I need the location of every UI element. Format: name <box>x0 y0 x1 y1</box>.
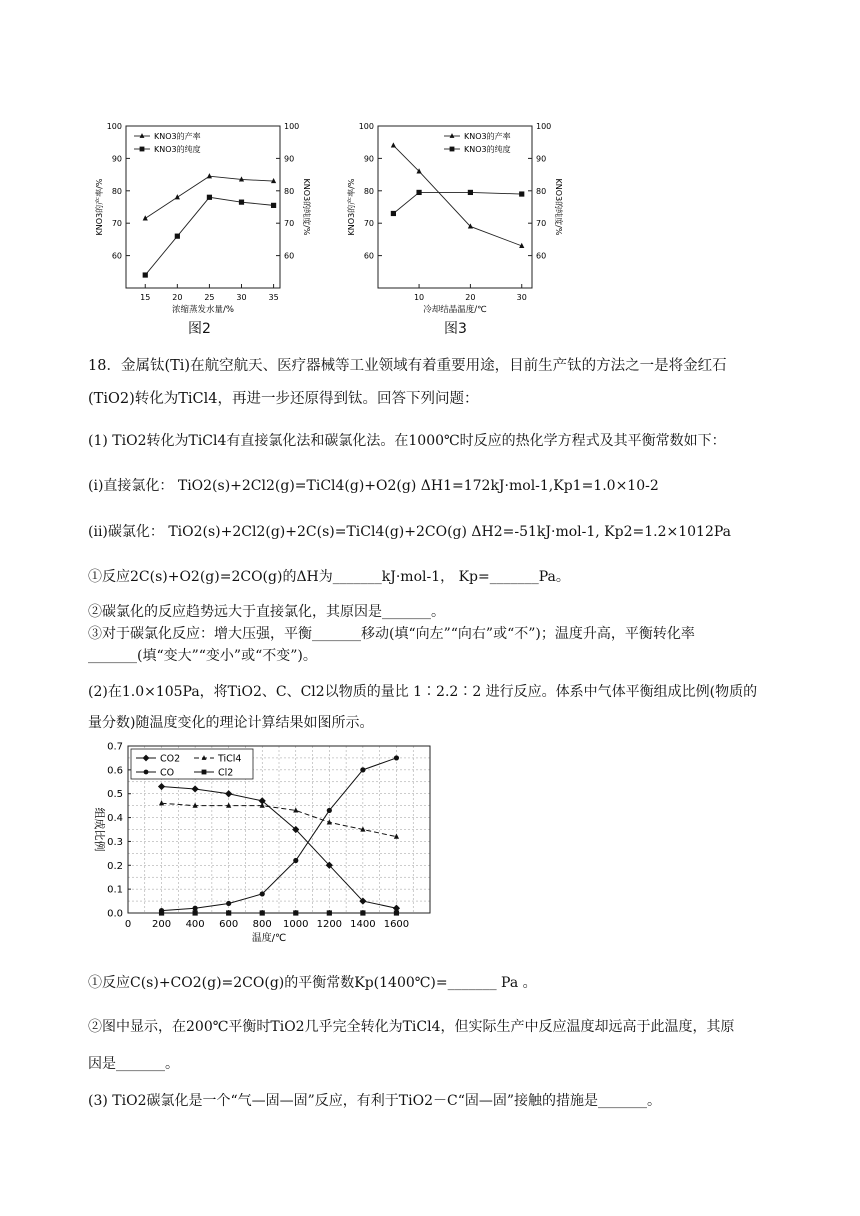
y-axis-label-left: KNO3的产率/% <box>95 178 104 236</box>
data-point <box>225 790 232 797</box>
data-point <box>394 910 399 915</box>
data-point <box>143 272 148 277</box>
legend-label: KNO3的产率 <box>464 132 511 141</box>
data-point <box>416 190 421 195</box>
data-point <box>207 173 212 178</box>
y-tick-label: 0.1 <box>107 884 123 896</box>
series-line-1 <box>145 197 273 275</box>
x-tick-label: 30 <box>516 293 527 302</box>
data-point <box>391 142 396 147</box>
composition-chart <box>82 738 442 960</box>
data-point <box>159 800 164 805</box>
data-point <box>193 906 198 911</box>
legend-label: CO <box>160 767 175 779</box>
x-tick-label: 800 <box>252 919 272 930</box>
y-tick-label-left: 90 <box>363 154 374 164</box>
data-point <box>327 808 332 813</box>
series-line-0 <box>393 145 521 245</box>
y-tick-label-right: 70 <box>536 219 547 229</box>
x-tick-label: 200 <box>152 919 172 930</box>
legend-marker <box>450 147 455 152</box>
data-point <box>158 783 165 790</box>
x-tick-label: 1200 <box>316 919 343 930</box>
y-tick-label: 0.6 <box>107 765 123 777</box>
y-axis-label-left: KNO3的产率/% <box>347 178 356 236</box>
y-tick-label-left: 70 <box>363 219 374 229</box>
question-3: (3) TiO2碳氯化是一个“气—固—固”反应，有利于TiO2－C“固—固”接触的措施是_______。 <box>88 1093 662 1109</box>
part-2-text-cont: 量分数)随温度变化的理论计算结果如图所示。 <box>88 715 374 731</box>
data-point <box>360 910 365 915</box>
data-point <box>391 211 396 216</box>
y-tick-label: 0.2 <box>107 860 123 872</box>
data-point <box>271 203 276 208</box>
figure-3-caption: 图3 <box>444 321 467 337</box>
y-tick-label: 0.0 <box>107 908 123 920</box>
part-2-text: (2)在1.0×105Pa，将TiO2、C、Cl2以物质的量比 1∶2.2∶2 进行反应。体系中气体平衡组成比例(物质的 <box>88 684 758 700</box>
question-1b: ②碳氯化的反应趋势远大于直接氯化，其原因是_______。 <box>88 604 445 620</box>
legend-marker <box>140 133 145 138</box>
x-tick-label: 1000 <box>283 919 309 930</box>
x-tick-label: 10 <box>413 293 425 302</box>
question-2a: ①反应C(s)+CO2(g)=2CO(g)的平衡常数Kp(1400℃)=_______ Pa 。 <box>88 975 537 991</box>
data-point <box>143 215 148 220</box>
data-point <box>226 910 231 915</box>
question-1a: ①反应2C(s)+O2(g)=2CO(g)的ΔH为_______kJ·mol-1， Kp=_______Pa。 <box>88 569 570 585</box>
data-point <box>293 910 298 915</box>
y-tick-label-right: 70 <box>284 219 295 229</box>
question-2b-cont: 因是_______。 <box>88 1056 179 1072</box>
legend-label: KNO3的纯度 <box>154 145 201 154</box>
y-tick-label-right: 80 <box>284 186 295 196</box>
data-point <box>175 194 180 199</box>
equation-i: (i)直接氯化： TiO2(s)+2Cl2(g)=TiCl4(g)+O2(g) ΔH1=172kJ·mol-1,Kp1=1.0×10-2 <box>88 478 659 494</box>
equation-ii: (ii)碳氯化： TiO2(s)+2Cl2(g)+2C(s)=TiCl4(g)+2CO(g) ΔH2=-51kJ·mol-1, Kp2=1.2×1012Pa <box>88 524 731 540</box>
y-tick-label-right: 90 <box>536 154 547 164</box>
y-axis-label-right: KNO3的纯度/% <box>302 178 311 236</box>
data-point <box>207 195 212 200</box>
figure-2-chart <box>92 112 328 326</box>
y-tick-label-right: 60 <box>284 251 295 261</box>
legend-label: KNO3的产率 <box>154 132 201 141</box>
y-tick-label: 0.3 <box>107 836 123 848</box>
figure-2-caption: 图2 <box>188 321 211 337</box>
y-tick-label-right: 80 <box>536 186 547 196</box>
x-tick-label: 25 <box>204 293 215 302</box>
series-line-1 <box>393 192 521 213</box>
y-tick-label-left: 60 <box>363 251 374 261</box>
x-axis-label: 温度/℃ <box>251 933 287 944</box>
data-point <box>226 803 231 808</box>
data-point <box>519 191 524 196</box>
data-point <box>327 910 332 915</box>
data-point <box>293 858 298 863</box>
x-tick-label: 0 <box>124 919 132 930</box>
y-tick-label-left: 60 <box>111 251 122 261</box>
data-point <box>192 785 199 792</box>
x-tick-label: 1600 <box>383 919 410 930</box>
y-tick-label-left: 100 <box>106 122 122 131</box>
y-axis-label-right: KNO3的纯度/% <box>554 178 563 236</box>
data-point <box>193 910 198 915</box>
data-point <box>226 901 231 906</box>
data-point <box>468 190 473 195</box>
legend-label: KNO3的纯度 <box>464 145 511 154</box>
y-tick-label-left: 80 <box>111 186 122 196</box>
x-tick-label: 20 <box>465 293 476 302</box>
x-axis-label: 冷却结晶温度/℃ <box>423 305 487 315</box>
figure-3-chart <box>344 112 580 326</box>
x-tick-label: 35 <box>268 293 279 302</box>
legend-marker <box>450 133 455 138</box>
data-point <box>360 767 365 772</box>
part-1-text: (1) TiO2转化为TiCl4有直接氯化法和碳氯化法。在1000℃时反应的热化学方程式及其平衡常数如下： <box>88 433 726 449</box>
y-tick-label-left: 90 <box>111 154 122 164</box>
x-tick-label: 30 <box>236 293 247 302</box>
x-tick-label: 1400 <box>350 919 376 930</box>
y-tick-label: 0.5 <box>107 789 123 801</box>
data-point <box>260 910 265 915</box>
x-tick-label: 600 <box>219 919 239 930</box>
y-axis-label: 组成比例 <box>93 807 106 852</box>
plot-frame <box>126 126 280 288</box>
data-point <box>394 755 399 760</box>
y-tick-label-left: 80 <box>363 186 374 196</box>
y-tick-label-right: 100 <box>536 122 552 131</box>
data-point <box>260 891 265 896</box>
question-1c-cont: _______(填“变大”“变小”或“不变”)。 <box>88 648 317 664</box>
question-1c: ③对于碳氯化反应：增大压强，平衡_______移动(填“向左”“向右”或“不”)；温度升高，平衡转化率 <box>88 626 695 642</box>
y-tick-label: 0.4 <box>107 813 123 825</box>
y-tick-label-left: 100 <box>358 122 374 131</box>
legend-label: CO2 <box>160 753 181 765</box>
y-tick-label-right: 100 <box>284 122 300 131</box>
y-tick-label-left: 70 <box>111 219 122 229</box>
data-point <box>193 803 198 808</box>
question-18-intro-2: (TiO2)转化为TiCl4，再进一步还原得到钛。回答下列问题： <box>88 391 479 407</box>
x-tick-label: 15 <box>140 293 151 302</box>
data-point <box>239 200 244 205</box>
x-axis-label: 浓缩蒸发水量/% <box>172 305 234 315</box>
legend-marker <box>140 147 145 152</box>
x-tick-label: 400 <box>185 919 205 930</box>
legend-marker <box>144 770 149 775</box>
legend-label: Cl2 <box>218 767 234 779</box>
question-2b: ②图中显示，在200℃平衡时TiO2几乎完全转化为TiCl4，但实际生产中反应温度却远高于此温度，其原 <box>88 1019 735 1035</box>
y-tick-label-right: 60 <box>536 251 547 261</box>
data-point <box>159 910 164 915</box>
y-tick-label-right: 90 <box>284 154 295 164</box>
question-18-intro: 18．金属钛(Ti)在航空航天、医疗器械等工业领域有着重要用途，目前生产钛的方法之一是将金红石 <box>88 358 727 374</box>
data-point <box>175 234 180 239</box>
y-tick-label: 0.7 <box>107 741 123 753</box>
data-point <box>260 803 265 808</box>
legend-marker <box>202 770 207 775</box>
legend-label: TiCl4 <box>218 753 242 765</box>
x-tick-label: 20 <box>172 293 183 302</box>
